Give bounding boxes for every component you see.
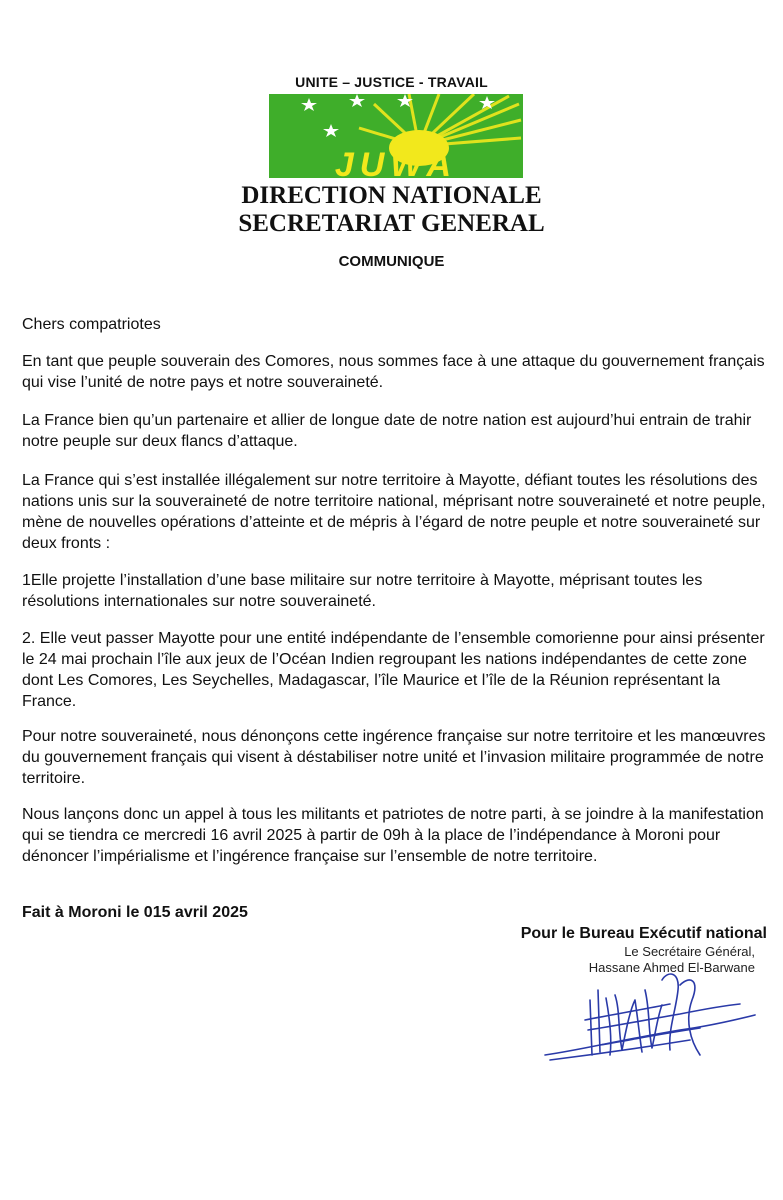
- secretariat-heading: SECRETARIAT GENERAL: [238, 210, 545, 237]
- paragraph-2: La France bien qu’un partenaire et allier de longue date de notre nation est aujourd’hui entrain de trahir notre peuple sur deux flancs d’attaque.: [22, 412, 752, 450]
- paragraph-5: 2. Elle veut passer Mayotte pour une entité indépendante de l’ensemble comorienne pour ainsi présenter le 24 mai prochain l’île aux jeux de l’Océan Indien regroupant les nations indépendantes de cette zone dont Les Comores, Les Seychelles, Madagascar, l’île Maurice et l’île de la Réunion représentant la France.: [22, 630, 765, 710]
- handwritten-signature: [540, 960, 760, 1075]
- paragraph-7: Nous lançons donc un appel à tous les militants et patriotes de notre parti, à se joindre à la manifestation qui se tiendra ce mercredi 16 avril 2025 à partir de 09h à la place de l’indépendance à Moroni pour dénoncer l’impérialisme et l’ingérence française sur l’ensemble de notre territoire.: [22, 806, 764, 865]
- paragraph-3: La France qui s’est installée illégalement sur notre territoire à Mayotte, défiant toutes les résolutions des nations unis sur la souveraineté de notre territoire national, méprisant notre souveraineté et notre peuple, mène de nouvelles opérations d’atteinte et de mépris à l’égard de notre peuple et notre souveraineté sur deux fronts :: [22, 472, 766, 552]
- logo-wordmark: JUWA: [334, 146, 458, 178]
- paragraph-4: 1Elle projette l’installation d’une base militaire sur notre territoire à Mayotte, méprisant toutes les résolutions internationales sur notre souveraineté.: [22, 572, 703, 610]
- party-motto: UNITE – JUSTICE - TRAVAIL: [295, 74, 488, 90]
- salutation: Chers compatriotes: [22, 316, 161, 333]
- paragraph-1: En tant que peuple souverain des Comores, nous sommes face à une attaque du gouvernement français qui vise l’unité de notre pays et notre souveraineté.: [22, 353, 765, 391]
- place-date: Fait à Moroni le 015 avril 2025: [22, 904, 248, 921]
- party-logo: [269, 94, 523, 178]
- paragraph-6: Pour notre souveraineté, nous dénonçons cette ingérence française sur notre territoire et les manœuvres du gouvernement français qui visent à déstabiliser notre unité et l’invasion militaire programmée de notre territoire.: [22, 728, 766, 787]
- bureau-label: Pour le Bureau Exécutif national: [520, 925, 767, 942]
- direction-heading: DIRECTION NATIONALE: [241, 182, 542, 209]
- document-title: COMMUNIQUE: [338, 253, 445, 270]
- signatory-role: Le Secrétaire Général,: [624, 944, 755, 959]
- signatory-name: Hassane Ahmed El-Barwane: [588, 960, 755, 975]
